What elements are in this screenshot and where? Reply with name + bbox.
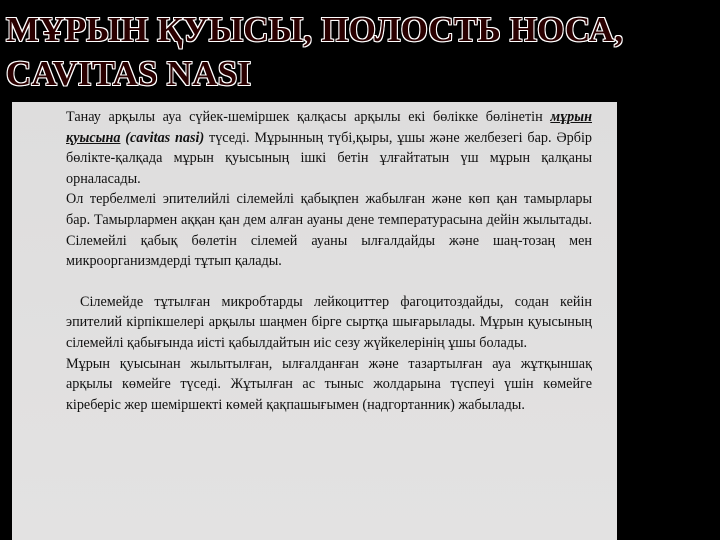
paragraph-1-rest: түседі. Мұрынның түбі,қыры, ұшы және желбезегі бар. Әрбір бөлікте-қалқада мұрын қуысының ішкі бетін ұлғайтатын үш мұрын қалқаны орналасады. xyxy=(66,129,592,187)
title-bar xyxy=(0,0,720,102)
paragraph-gap xyxy=(66,272,592,292)
paragraph-2: Ол тербелмелі эпителийлі сілемейлі қабықпен жабылған және көп қан тамырлары бар. Тамырлармен аққан қан дем алған ауаны дене температурасына дейін жылытады. Сілемейлі қабық бөлетін сілемей ауаны ылғалдайды және шаң-тозаң мен микроорганизмдерді тұтып қалады. xyxy=(66,191,592,270)
paragraph-1-intro: Танау арқылы ауа сүйек-шеміршек қалқасы арқылы екі бөлікке бөлінетін xyxy=(66,109,551,125)
paragraph-3: Сілемейде тұтылған микробтарды лейкоциттер фагоцитоздайды, содан кейін эпителий кірпікшелері арқылы шаңмен бірге сыртқа шығарылады. Мұрын қуысының сілемейлі қабығында иісті қабылдайтын иіс сезу жүйкелерінің ұшы болады. xyxy=(66,293,592,351)
term-nasal-cavity: мұрын қуысына xyxy=(66,109,592,146)
term-latin: (cavitas nasi) xyxy=(120,129,205,146)
paragraph-4: Мұрын қуысынан жылытылған, ылғалданған және тазартылған ауа жұтқыншақ арқылы көмейге түседі. Жұтылған ас тыныс жолдарына түспеуі үшін көмейге кіреберіс жер шеміршекті көмей қақпашығымен (надгортанник) жабылады. xyxy=(66,355,592,413)
right-band xyxy=(617,102,720,540)
paragraph-1 xyxy=(66,107,592,189)
slide-title: МҰРЫН ҚУЫСЫ, ПОЛОСТЬ НОСА, CAVITAS NASI xyxy=(6,10,624,93)
body-text xyxy=(66,107,592,415)
